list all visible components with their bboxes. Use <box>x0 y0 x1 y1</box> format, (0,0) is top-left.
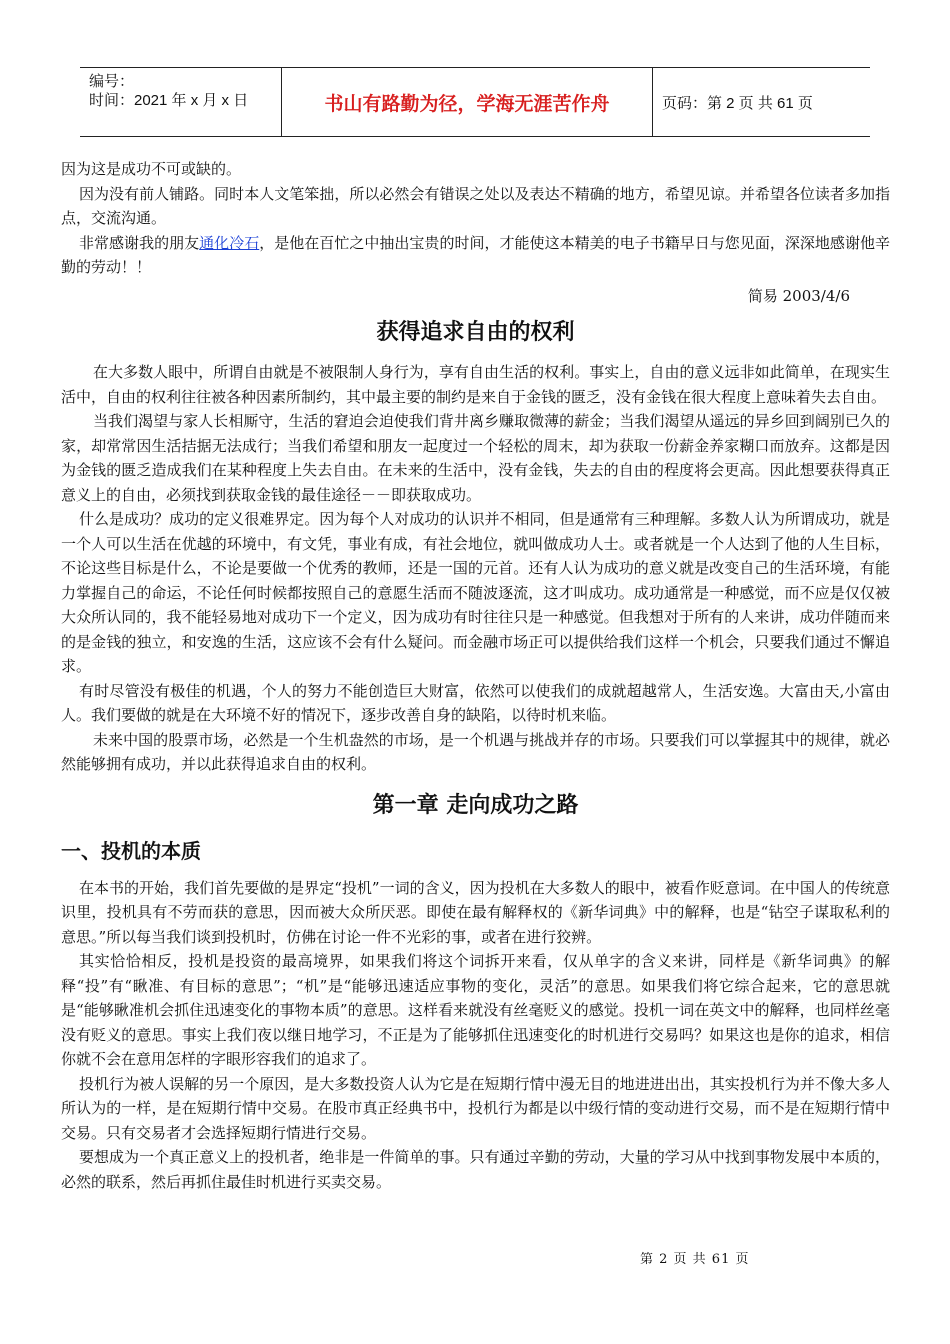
acknowledgement-text: ，是他在百忙之中抽出宝贵的时间，才能使这本精美的电子书籍早日与您见面，深深地感谢他辛勤的劳动！！ <box>61 233 890 276</box>
header-meta-cell <box>80 68 282 136</box>
preface-paragraph: 因为这是成功不可或缺的。 <box>61 160 242 178</box>
preface-paragraph: 因为没有前人铺路。同时本人文笔笨拙，所以必然会有错误之处以及表达不精确的地方，希望见谅。并希望各位读者多加指点，交流沟通。 <box>61 184 890 227</box>
page-footer: 第 2 页 共 61 页 <box>640 1252 750 1267</box>
document-time-label: 时间：2021 年 x 月 x 日 <box>89 92 249 109</box>
document-header <box>80 67 870 137</box>
chapter-title: 第一章 走向成功之路 <box>372 792 579 818</box>
section-title: 获得追求自由的权利 <box>376 320 575 345</box>
header-motto: 书山有路勤为径，学海无涯苦作舟 <box>282 68 653 136</box>
body-paragraph: 其实恰恰相反，投机是投资的最高境界，如果我们将这个词拆开来看，仅从单字的含义来讲，同样是《新华词典》的解释“投”有“瞅准、有目标的意思”；“机”是“能够迅速适应事物的变化，灵活”的意思。如果我们将它综合起来，它的意思就是“能够瞅准机会抓住迅速变化的事物本质”的意思。这样看来就没有丝毫贬义的感觉。投机一词在英文中的解释，也同样丝毫没有贬义的意思。事实上我们夜以继日地学习，不正是为了能够抓住迅速变化的时机进行交易吗？如果这也是你的追求，相信你就不会在意用怎样的字眼形容我们的追求了。 <box>61 952 890 1068</box>
acknowledgement-text: 非常感谢我的朋友 <box>79 233 200 252</box>
friend-link[interactable]: 通化冷石 <box>199 233 260 252</box>
body-paragraph: 要想成为一个真正意义上的投机者，绝非是一件简单的事。只有通过辛勤的劳动，大量的学习从中找到事物发展中本质的，必然的联系，然后再抓住最佳时机进行买卖交易。 <box>61 1148 890 1191</box>
document-body <box>61 157 890 1194</box>
body-paragraph: 什么是成功？成功的定义很难界定。因为每个人对成功的认识并不相同，但是通常有三种理解。多数人认为所谓成功，就是一个人可以生活在优越的环境中，有文凭，事业有成，有社会地位，就叫做成功人士。或者就是一个人达到了他的人生目标，不论这些目标是什么，不论是要做一个优秀的教师，还是一国的元首。还有人认为成功的意义就是改变自己的生活环境，有能力掌握自己的命运，不论任何时候都按照自己的意愿生活而不随波逐流，这才叫成功。成功通常是一种感觉，而不应是仅仅被大众所认同的，我不能轻易地对成功下一个定义，因为成功有时往往只是一种感觉。但我想对于所有的人来讲，成功伴随而来的是金钱的独立，和安逸的生活，这应该不会有什么疑问。而金融市场正可以提供给我们这样一个机会，只要我们通过不懈追求。 <box>61 510 890 675</box>
subsection-title: 一、投机的本质 <box>61 838 201 863</box>
body-paragraph: 投机行为被人误解的另一个原因，是大多数投资人认为它是在短期行情中漫无目的地进进出出，其实投机行为并不像大多人所认为的一样，是在短期行情中交易。在股市真正经典书中，投机行为都是以中级行情的变动进行交易，而不是在短期行情中交易。只有交易者才会选择短期行情进行交易。 <box>61 1074 890 1142</box>
body-paragraph: 未来中国的股票市场，必然是一个生机盎然的市场，是一个机遇与挑战并存的市场。只要我们可以掌握其中的规律，就必然能够拥有成功，并以此获得追求自由的权利。 <box>61 730 890 773</box>
preface-signature: 简易 2003/4/6 <box>747 286 850 305</box>
body-paragraph: 当我们渴望与家人长相厮守，生活的窘迫会迫使我们背井离乡赚取微薄的薪金；当我们渴望从遥远的异乡回到阔别已久的家，却常常因生活拮据无法成行；当我们希望和朋友一起度过一个轻松的周末，却为获取一份薪金养家糊口而放弃。这都是因为金钱的匮乏造成我们在某种程度上失去自由。在未来的生活中，没有金钱，失去的自由的程度将会更高。因此想要获得真正意义上的自由，必须找到获取金钱的最佳途径－－即获取成功。 <box>61 412 890 504</box>
body-paragraph: 在本书的开始，我们首先要做的是界定“投机”一词的含义，因为投机在大多数人的眼中，被看作贬意词。在中国人的传统意识里，投机具有不劳而获的意思，因而被大众所厌恶。即使在最有解释权的《新华词典》中的解释，也是“钻空子谋取私利的意思。”所以每当我们谈到投机时，仿佛在讨论一件不光彩的事，或者在进行狡辨。 <box>61 878 890 946</box>
preface-acknowledgement <box>61 231 890 280</box>
document-number-label: 编号： <box>89 73 135 90</box>
body-paragraph: 在大多数人眼中，所谓自由就是不被限制人身行为，享有自由生活的权利。事实上，自由的意义远非如此简单，在现实生活中，自由的权利往往被各种因素所制约，其中最主要的制约是来自于金钱的匮乏，没有金钱在很大程度上意味着失去自由。 <box>61 363 890 406</box>
header-page-number: 页码：第 2 页 共 61 页 <box>662 94 813 112</box>
body-paragraph: 有时尽管没有极佳的机遇，个人的努力不能创造巨大财富，依然可以使我们的成就超越常人，生活安逸。大富由天,小富由人。我们要做的就是在大环境不好的情况下，逐步改善自身的缺陷，以待时机来临。 <box>61 681 890 724</box>
